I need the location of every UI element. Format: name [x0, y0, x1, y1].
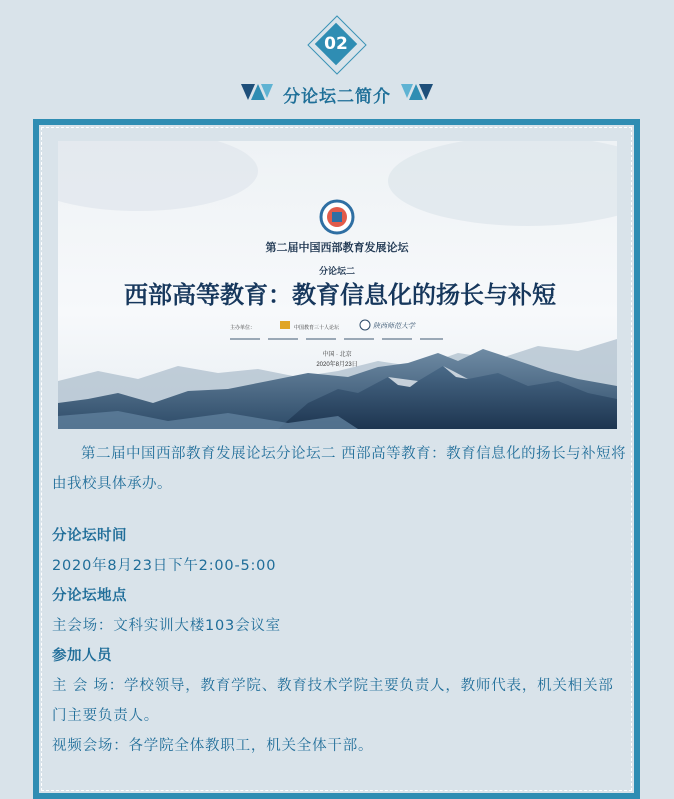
- banner-host-2: 陕西师范大学: [373, 322, 415, 330]
- section-number-badge: [307, 15, 365, 73]
- time-value: 2020年8月23日下午2:00-5:00: [52, 558, 277, 574]
- left-triangle-icon: [241, 84, 273, 104]
- content-frame: [33, 119, 640, 799]
- banner-place: 中国 · 北京: [322, 352, 352, 358]
- venue-value: 主会场：文科实训大楼103会议室: [52, 618, 281, 634]
- right-triangle-icon: [401, 84, 433, 104]
- banner-main-title: 西部高等教育：教育信息化的扬长与补短: [124, 282, 556, 309]
- venue-heading: 分论坛地点: [52, 588, 127, 604]
- section-title-row: [0, 80, 674, 108]
- banner-hosts-label: 主办单位：: [230, 325, 256, 331]
- participants-video-venue: 视频会场：各学院全体教职工，机关全体干部。: [52, 738, 374, 754]
- banner-forum-name: 第二届中国西部教育发展论坛: [265, 242, 409, 254]
- forum-banner-image: [58, 141, 617, 429]
- banner-host-1: 中国教育三十人论坛: [294, 325, 340, 331]
- banner-subforum-label: 分论坛二: [318, 266, 356, 276]
- section-title: 分论坛二简介: [283, 86, 391, 107]
- participants-main-venue: 主 会 场：学校领导，教育学院、教育技术学院主要负责人，教师代表，机关相关部门主要负责人。: [52, 678, 614, 724]
- time-heading: 分论坛时间: [52, 528, 127, 544]
- intro-paragraph: 第二届中国西部教育发展论坛分论坛二 西部高等教育：教育信息化的扬长与补短将由我校具体承办。: [52, 446, 627, 492]
- section-number: 02: [324, 34, 348, 54]
- forum-details: [52, 439, 627, 761]
- participants-heading: 参加人员: [52, 648, 112, 664]
- banner-date: 2020年8月23日: [316, 362, 358, 368]
